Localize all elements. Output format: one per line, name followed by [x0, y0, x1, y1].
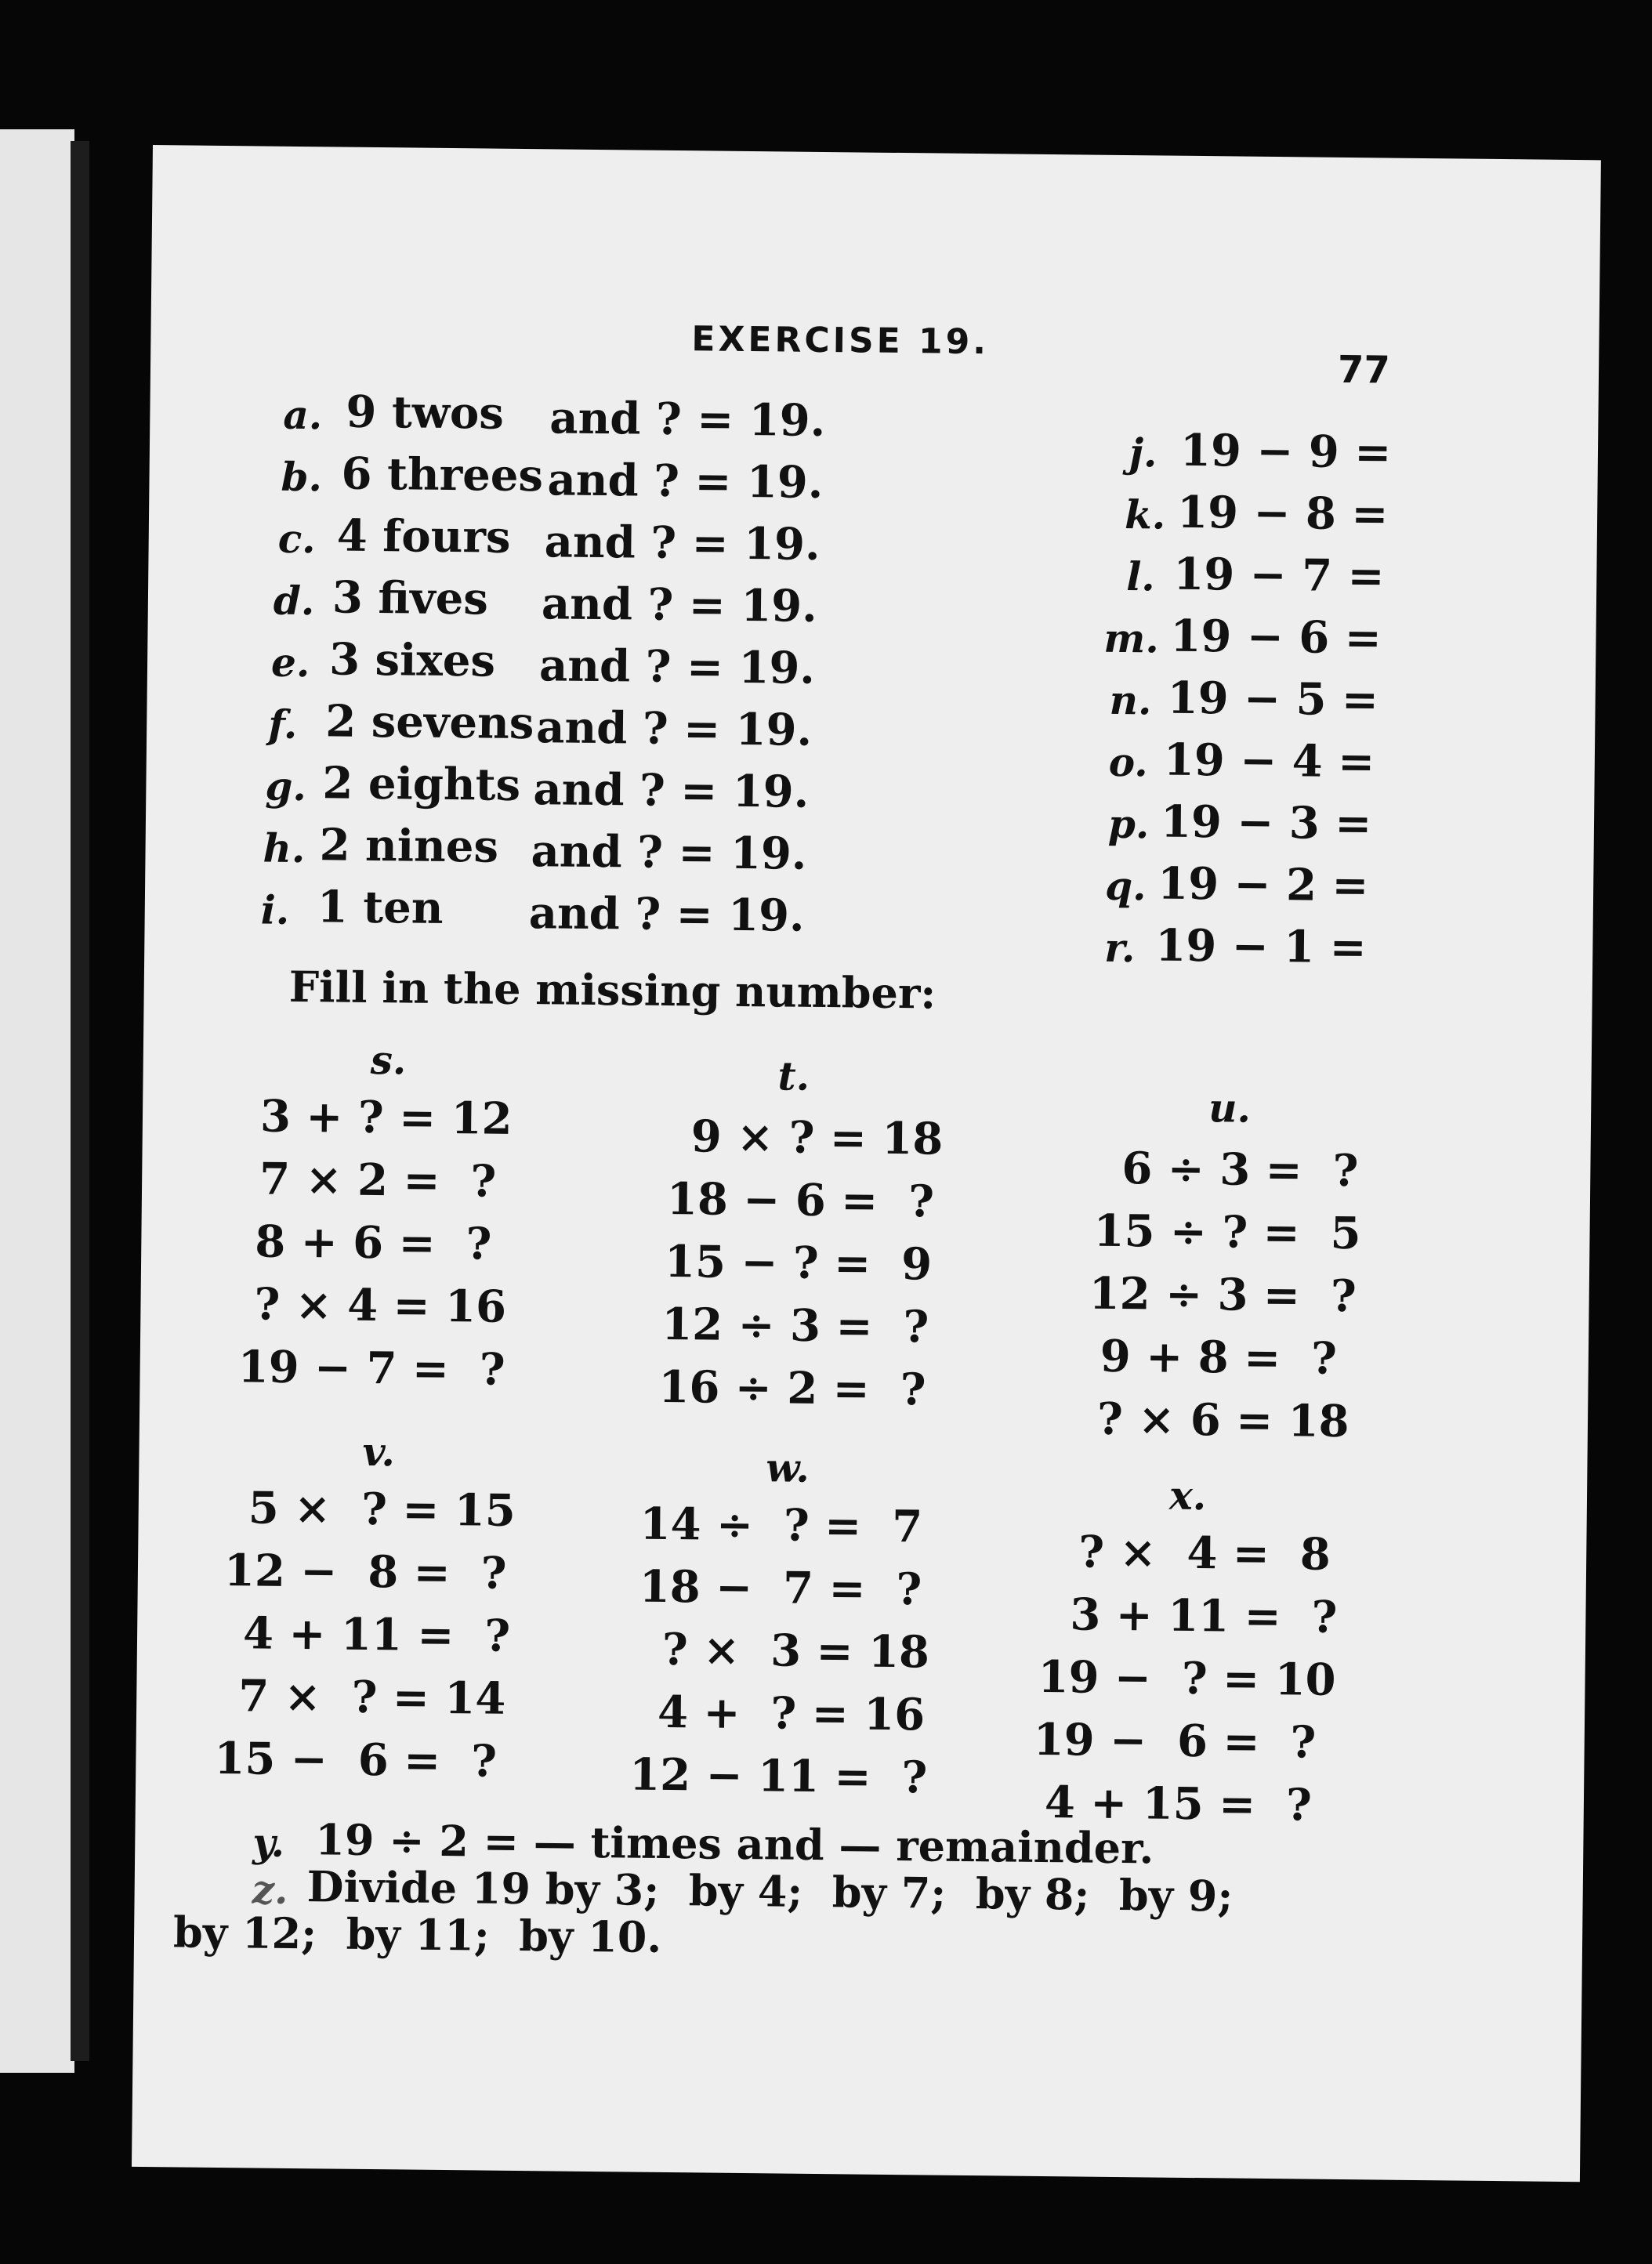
item-tail: and ? = 19. — [547, 454, 824, 509]
group-label: v. — [362, 1428, 396, 1476]
item-letter: e. — [270, 639, 310, 686]
item-tail: and ? = 19. — [549, 392, 826, 447]
item-letter: q. — [1104, 862, 1147, 910]
item-tail: and ? = 19. — [544, 516, 821, 571]
item-letter: a. — [283, 391, 323, 439]
item-letter: z. — [252, 1866, 288, 1913]
item-text: 19 − 6 = — [1170, 610, 1382, 665]
item-text: 1 ten — [317, 881, 444, 934]
equation: 3 + ? = 12 — [259, 1090, 513, 1145]
equation: 4 + 11 = ? — [242, 1607, 511, 1662]
equation: 16 ÷ 2 = ? — [658, 1360, 926, 1416]
item-text: 9 twos — [346, 386, 505, 440]
equation: ? × 4 = 16 — [254, 1278, 507, 1333]
item-text: 19 − 2 = — [1157, 857, 1369, 912]
equation: 9 + 8 = ? — [1100, 1330, 1338, 1385]
equation: 7 × ? = 14 — [237, 1670, 506, 1725]
item-letter: p. — [1107, 800, 1150, 848]
item-letter: f. — [267, 701, 298, 748]
equation: 9 × ? = 18 — [690, 1110, 944, 1165]
item-letter: d. — [273, 577, 315, 625]
equation: ? × 4 = 8 — [1078, 1526, 1331, 1581]
item-letter: n. — [1109, 676, 1152, 724]
item-text: Divide 19 by 3; by 4; by 7; by 8; by 9; — [306, 1861, 1234, 1922]
equation: 7 × 2 = ? — [259, 1153, 497, 1208]
item-letter: j. — [1129, 429, 1157, 476]
item-tail: and ? = 19. — [531, 825, 807, 880]
equation: ? × 3 = 18 — [661, 1623, 930, 1679]
equation: 15 ÷ ? = 5 — [1093, 1204, 1361, 1260]
equation: 15 − ? = 9 — [664, 1235, 933, 1291]
equation: 12 ÷ 3 = ? — [1089, 1267, 1357, 1323]
item-text: 2 eights — [322, 757, 521, 811]
equation: 19 − ? = 10 — [1038, 1650, 1336, 1706]
equation: 6 ÷ 3 = ? — [1121, 1143, 1359, 1197]
book-gutter — [71, 141, 89, 2061]
item-letter: m. — [1103, 614, 1160, 662]
group-label: s. — [370, 1036, 407, 1084]
item-tail: and ? = 19. — [535, 701, 813, 756]
group-label: w. — [766, 1444, 810, 1491]
equation: ? × 6 = 18 — [1096, 1393, 1349, 1448]
item-text: 19 − 9 = — [1179, 424, 1392, 479]
item-text: 3 fives — [331, 571, 489, 625]
item-letter: i. — [260, 886, 290, 933]
item-tail: and ? = 19. — [538, 639, 816, 694]
item-text: 19 − 1 = — [1155, 919, 1367, 974]
page-number: 77 — [1337, 347, 1391, 393]
item-text: 19 − 3 = — [1160, 795, 1372, 850]
item-letter: l. — [1125, 553, 1156, 600]
instruction-text: Fill in the missing number: — [288, 961, 936, 1019]
equation: 8 + 6 = ? — [255, 1215, 492, 1270]
item-text: 19 − 5 = — [1167, 672, 1379, 726]
item-letter: g. — [265, 763, 307, 810]
equation: 4 + 15 = ? — [1044, 1777, 1313, 1831]
item-text: 3 sixes — [328, 633, 496, 687]
item-text: 19 − 7 = — [1172, 548, 1385, 603]
item-letter: o. — [1108, 738, 1149, 786]
item-letter: r. — [1104, 924, 1136, 972]
equation: 19 − 7 = ? — [237, 1341, 506, 1396]
equation: 19 − 6 = ? — [1033, 1713, 1317, 1769]
item-text: 2 sevens — [324, 695, 534, 750]
item-text: 19 ÷ 2 = — times and — remainder. — [315, 1814, 1154, 1874]
equation: 12 − 8 = ? — [223, 1545, 507, 1599]
item-text: 4 fours — [336, 509, 511, 563]
item-text: 6 threes — [341, 447, 544, 502]
equation: 15 − 6 = ? — [214, 1732, 498, 1788]
item-letter: h. — [263, 824, 306, 872]
item-letter: y. — [252, 1819, 285, 1866]
item-tail: and ? = 19. — [528, 887, 805, 942]
equation: 3 + 11 = ? — [1070, 1588, 1338, 1643]
book-page — [132, 145, 1601, 2182]
item-letter: b. — [281, 453, 323, 501]
group-label: t. — [777, 1052, 810, 1099]
item-text: 19 − 8 = — [1176, 486, 1389, 541]
item-letter: c. — [277, 515, 316, 563]
equation: 12 − 11 = ? — [629, 1748, 928, 1804]
equation: 14 ÷ ? = 7 — [639, 1498, 923, 1553]
equation: 5 × ? = 15 — [248, 1482, 516, 1537]
item-text-continued: by 12; by 11; by 10. — [172, 1907, 662, 1962]
item-tail: and ? = 19. — [541, 578, 818, 632]
equation: 18 − 7 = ? — [639, 1560, 922, 1616]
item-text: 19 − 4 = — [1163, 734, 1375, 788]
equation: 4 + ? = 16 — [657, 1686, 926, 1741]
item-text: 2 nines — [319, 819, 499, 873]
equation: 12 ÷ 3 = ? — [661, 1298, 929, 1353]
exercise-title: EXERCISE 19. — [691, 319, 990, 363]
equation: 18 − 6 = ? — [666, 1172, 935, 1228]
left-facing-page — [0, 129, 74, 2073]
item-letter: k. — [1124, 491, 1166, 538]
item-tail: and ? = 19. — [533, 763, 810, 818]
group-label: u. — [1208, 1085, 1252, 1132]
group-label: x. — [1168, 1472, 1207, 1520]
